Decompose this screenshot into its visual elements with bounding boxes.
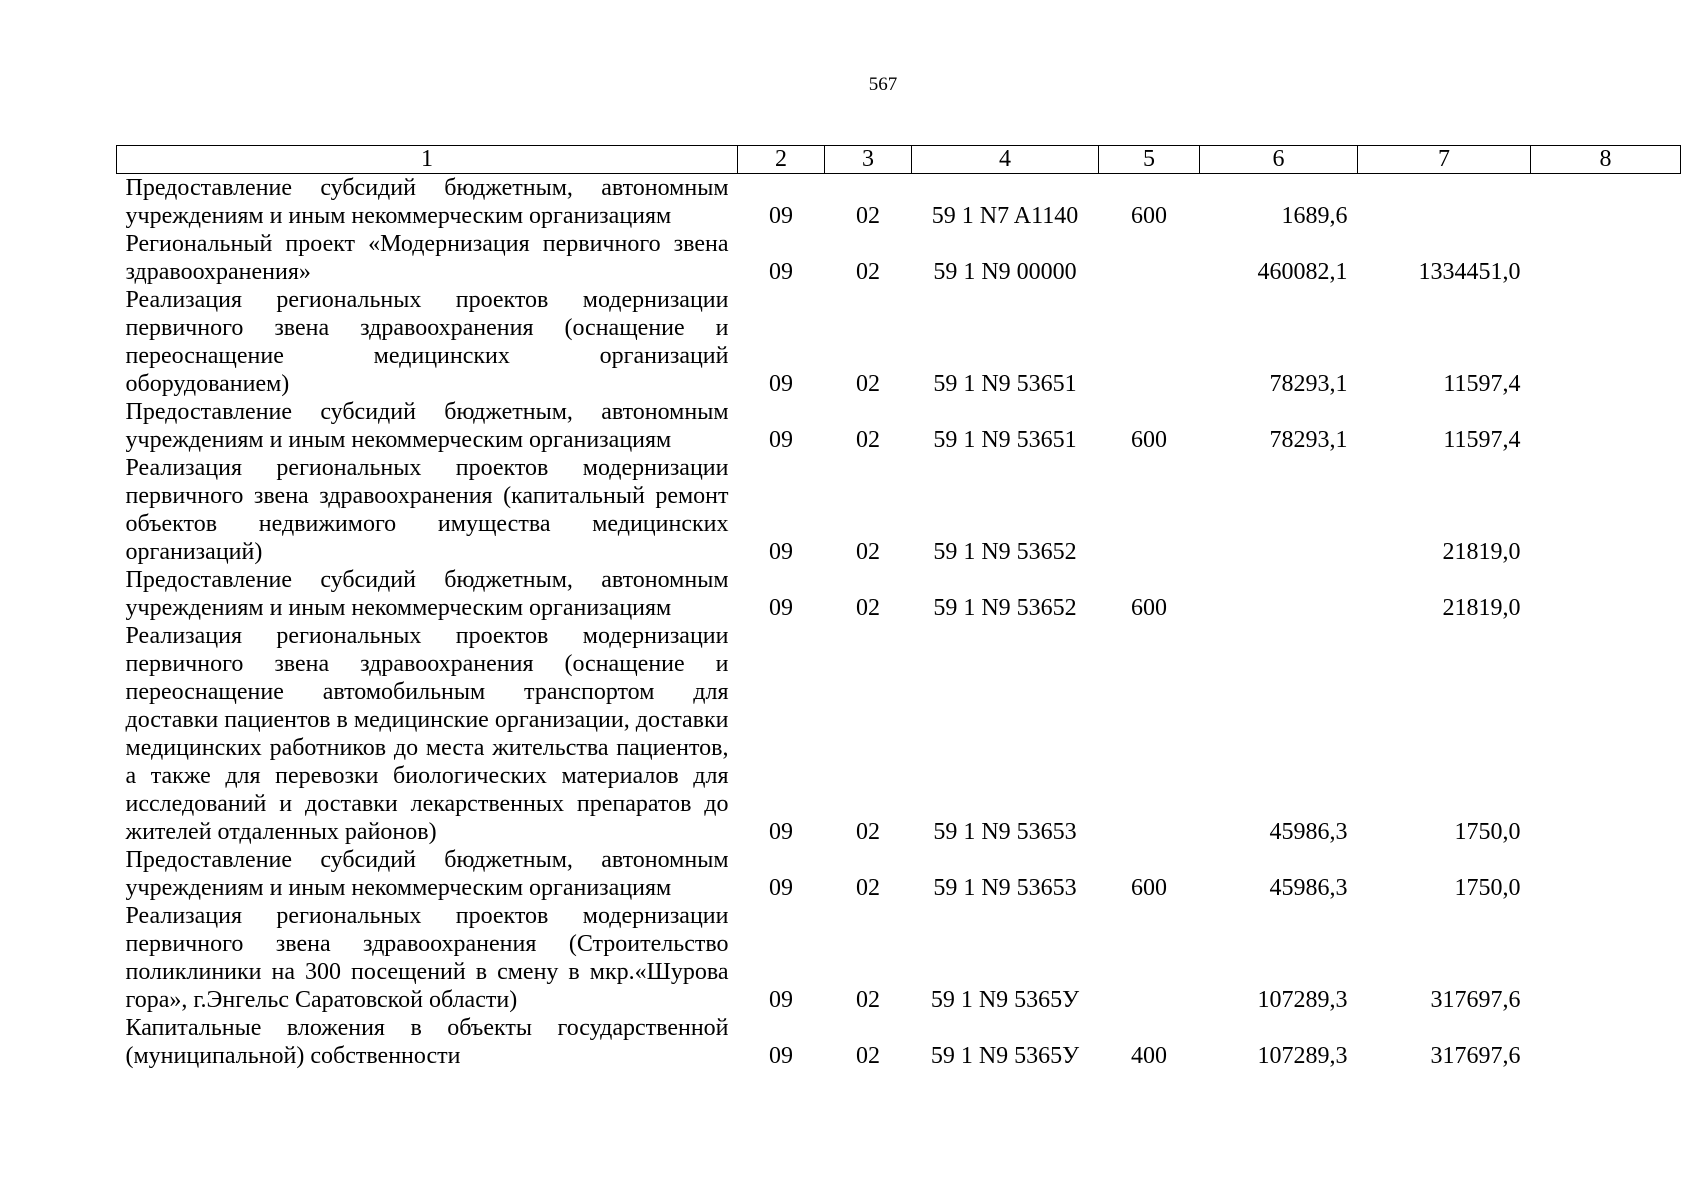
row-amount-8 <box>1531 846 1681 902</box>
row-expense-type <box>1099 230 1200 286</box>
row-name: Капитальные вложения в объекты государственной (муниципальной) собственности <box>125 1015 729 1069</box>
row-expense-type <box>1099 454 1200 566</box>
row-amount-6: 78293,1 <box>1269 371 1348 397</box>
row-amount-6 <box>1200 454 1358 566</box>
header-row <box>117 146 1681 174</box>
row-amount-8 <box>1531 174 1681 231</box>
row-name: Реализация региональных проектов модернизации первичного звена здравоохранения (оснащение и переоснащение автомобильным транспортом для доставки пациентов в медицинские организации, доставки медицинских работников до места жительства пациентов, а также для перевозки биологических материалов для исследований и доставки лекарственных препаратов до жителей отдаленных районов) <box>125 623 729 845</box>
row-name: Предоставление субсидий бюджетным, автономным учреждениям и иным некоммерческим организациям <box>125 847 729 901</box>
table-row <box>117 622 1681 846</box>
row-section: 09 <box>769 819 793 845</box>
row-name: Реализация региональных проектов модернизации первичного звена здравоохранения (оснащение и переоснащение медицинских организаций оборудованием) <box>125 287 729 397</box>
table-row <box>117 902 1681 1014</box>
row-section: 09 <box>769 595 793 621</box>
row-amount-6: 45986,3 <box>1269 819 1348 845</box>
row-amount-7 <box>1358 174 1531 231</box>
row-section: 09 <box>769 259 793 285</box>
row-subsection: 02 <box>856 259 880 285</box>
row-target-code: 59 1 N9 5365У <box>930 1043 1080 1069</box>
row-expense-type: 600 <box>1131 427 1167 453</box>
row-expense-type: 600 <box>1131 875 1167 901</box>
header-col-2: 2 <box>738 146 825 174</box>
row-expense-type: 600 <box>1131 203 1167 229</box>
row-subsection: 02 <box>856 595 880 621</box>
table-row <box>117 566 1681 622</box>
row-target-code: 59 1 N9 53653 <box>933 875 1077 901</box>
row-subsection: 02 <box>856 539 880 565</box>
table-header <box>117 146 1681 174</box>
header-col-3: 3 <box>825 146 912 174</box>
row-name: Предоставление субсидий бюджетным, автономным учреждениям и иным некоммерческим организациям <box>125 175 729 229</box>
row-section: 09 <box>769 987 793 1013</box>
row-target-code: 59 1 N9 53651 <box>933 371 1077 397</box>
header-col-7: 7 <box>1358 146 1531 174</box>
row-target-code: 59 1 N9 53653 <box>933 819 1077 845</box>
row-amount-7: 1334451,0 <box>1418 259 1521 285</box>
row-amount-8 <box>1531 286 1681 398</box>
row-amount-8 <box>1531 1014 1681 1070</box>
row-amount-6: 107289,3 <box>1257 987 1348 1013</box>
row-expense-type <box>1099 286 1200 398</box>
row-amount-7: 1750,0 <box>1454 875 1521 901</box>
row-amount-8 <box>1531 902 1681 1014</box>
budget-table <box>116 145 1681 1070</box>
row-target-code: 59 1 N7 A1140 <box>931 203 1079 229</box>
row-section: 09 <box>769 371 793 397</box>
row-section: 09 <box>769 1043 793 1069</box>
row-expense-type: 400 <box>1131 1043 1167 1069</box>
row-subsection: 02 <box>856 427 880 453</box>
row-amount-6 <box>1200 566 1358 622</box>
row-name: Предоставление субсидий бюджетным, автономным учреждениям и иным некоммерческим организациям <box>125 399 729 453</box>
row-amount-6: 78293,1 <box>1269 427 1348 453</box>
row-target-code: 59 1 N9 5365У <box>930 987 1080 1013</box>
row-amount-7: 21819,0 <box>1442 595 1521 621</box>
row-subsection: 02 <box>856 819 880 845</box>
row-amount-7: 317697,6 <box>1430 1043 1521 1069</box>
header-col-5: 5 <box>1099 146 1200 174</box>
row-amount-6: 460082,1 <box>1257 259 1348 285</box>
row-subsection: 02 <box>856 203 880 229</box>
row-name: Реализация региональных проектов модернизации первичного звена здравоохранения (капитальный ремонт объектов недвижимого имущества медицинских организаций) <box>125 455 729 565</box>
row-target-code: 59 1 N9 00000 <box>933 259 1077 285</box>
row-name: Региональный проект «Модернизация первичного звена здравоохранения» <box>125 231 729 285</box>
row-section: 09 <box>769 875 793 901</box>
row-subsection: 02 <box>856 1043 880 1069</box>
table-row <box>117 230 1681 286</box>
row-name: Реализация региональных проектов модернизации первичного звена здравоохранения (Строительство поликлиники на 300 посещений в смену в мкр.«Шурова гора», г.Энгельс Саратовской области) <box>125 903 729 1013</box>
table-row <box>117 174 1681 231</box>
row-amount-8 <box>1531 398 1681 454</box>
row-target-code: 59 1 N9 53651 <box>933 427 1077 453</box>
row-amount-8 <box>1531 622 1681 846</box>
row-expense-type <box>1099 902 1200 1014</box>
header-col-8: 8 <box>1531 146 1681 174</box>
row-amount-8 <box>1531 566 1681 622</box>
row-amount-8 <box>1531 230 1681 286</box>
row-section: 09 <box>769 203 793 229</box>
row-expense-type: 600 <box>1131 595 1167 621</box>
table-row <box>117 286 1681 398</box>
table-row <box>117 454 1681 566</box>
row-expense-type <box>1099 622 1200 846</box>
row-section: 09 <box>769 539 793 565</box>
row-amount-7: 317697,6 <box>1430 987 1521 1013</box>
row-target-code: 59 1 N9 53652 <box>933 539 1077 565</box>
row-subsection: 02 <box>856 371 880 397</box>
header-col-6: 6 <box>1200 146 1358 174</box>
row-amount-6: 1689,6 <box>1281 203 1348 229</box>
table-row <box>117 846 1681 902</box>
row-name: Предоставление субсидий бюджетным, автономным учреждениям и иным некоммерческим организациям <box>125 567 729 621</box>
header-col-4: 4 <box>912 146 1099 174</box>
table-row <box>117 398 1681 454</box>
row-subsection: 02 <box>856 875 880 901</box>
table-row <box>117 1014 1681 1070</box>
row-subsection: 02 <box>856 987 880 1013</box>
row-amount-6: 45986,3 <box>1269 875 1348 901</box>
row-section: 09 <box>769 427 793 453</box>
row-target-code: 59 1 N9 53652 <box>933 595 1077 621</box>
row-amount-7: 1750,0 <box>1454 819 1521 845</box>
row-amount-7: 21819,0 <box>1442 539 1521 565</box>
row-amount-7: 11597,4 <box>1443 427 1521 453</box>
row-amount-6: 107289,3 <box>1257 1043 1348 1069</box>
row-amount-7: 11597,4 <box>1443 371 1521 397</box>
page-number: 567 <box>868 74 898 95</box>
row-amount-8 <box>1531 454 1681 566</box>
header-col-1: 1 <box>117 146 738 174</box>
